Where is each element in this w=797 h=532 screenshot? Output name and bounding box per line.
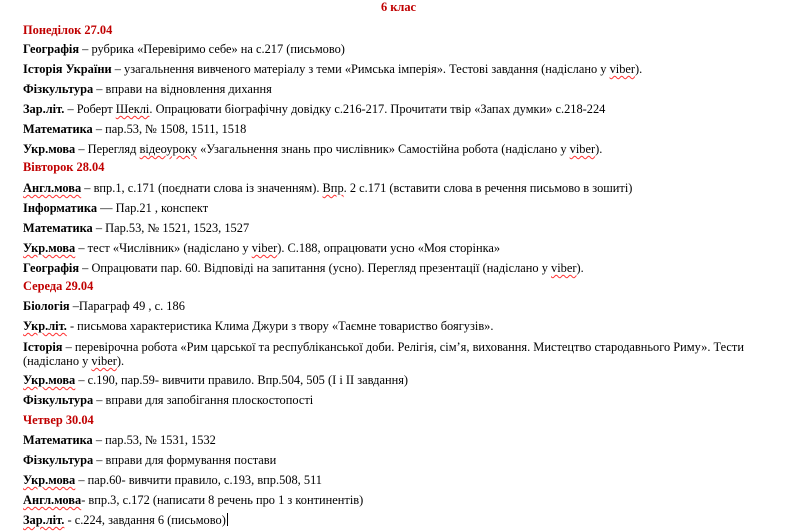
schedule-line	[23, 473, 793, 488]
subject-label: Математика	[23, 122, 93, 136]
task-text: - письмова характеристика Клима Джури з твору «Таємне товариство боягузів».	[66, 319, 494, 333]
schedule-line	[23, 393, 793, 408]
task-text: – вправи для формування постави	[93, 453, 277, 467]
subject-label: Укр.мова	[23, 142, 76, 156]
subject-label: Фізкультура	[23, 453, 94, 467]
subject-label: Математика	[23, 221, 93, 235]
subject-label: Історія	[23, 340, 63, 354]
subject-label: Біологія	[23, 299, 70, 313]
subject-label: Історія України	[23, 62, 112, 76]
task-text: – Перегляд	[75, 142, 140, 156]
schedule-line	[23, 299, 793, 314]
subject-label: Зар.літ.	[23, 102, 65, 116]
task-text-tail: ).	[576, 261, 584, 275]
spellcheck-word: viber	[91, 354, 117, 368]
subject-label: Укр.мова	[23, 241, 76, 255]
spellcheck-word: відеоуроку	[139, 142, 197, 156]
day-heading-thursday: Четвер 30.04	[23, 413, 94, 427]
subject-label: Зар.літ.	[23, 513, 65, 527]
schedule-line	[23, 340, 793, 368]
task-text: – пар.53, № 1531, 1532	[92, 433, 216, 447]
spellcheck-word: Шеклі	[115, 102, 150, 116]
schedule-line	[23, 42, 793, 57]
task-text: - с.224, завдання 6 (письмово)	[64, 513, 226, 527]
spellcheck-word: viber	[609, 62, 636, 76]
spellcheck-word: viber	[569, 142, 596, 156]
schedule-line	[23, 181, 793, 196]
task-text: – Опрацювати пар. 60. Відповіді на запитання (усно). Перегляд презентації (надіслано у	[79, 261, 551, 275]
subject-label: Англ.мова	[23, 493, 82, 507]
task-text: – впр.1, с.171 (поєднати слова із значенням).	[81, 181, 323, 195]
task-text: – узагальнення вивченого матеріалу з теми «Римська імперія». Тестові завдання (надіслано у	[111, 62, 610, 76]
schedule-line	[23, 221, 793, 236]
subject-label: Інформатика	[23, 201, 98, 215]
text-cursor	[227, 513, 228, 526]
task-text-tail: ).	[595, 142, 603, 156]
schedule-line	[23, 493, 793, 508]
task-text-tail: . Опрацювати біографічну довідку с.216-217. Прочитати твір «Запах думки» с.218-224	[149, 102, 606, 116]
day-heading-monday: Понеділок 27.04	[23, 23, 113, 37]
task-text: – тест «Числівник» (надіслано у	[75, 241, 252, 255]
schedule-line	[23, 82, 793, 97]
task-text-tail: . 2 с.171 (вставити слова в речення письмово в зошиті)	[343, 181, 633, 195]
day-heading-tuesday: Вівторок 28.04	[23, 160, 105, 174]
subject-label: Фізкультура	[23, 82, 94, 96]
task-text: – вправи на відновлення дихання	[93, 82, 272, 96]
task-text: – перевірочна робота «Рим царської та республіканської доби. Релігія, сім’я, виховання. Мистецтво стародавнього Риму». Тести (надіслано у	[23, 340, 744, 368]
document-title: 6 клас	[380, 0, 417, 14]
task-text-tail: ).	[116, 354, 125, 368]
schedule-line	[23, 122, 793, 137]
task-text: – Пар.53, № 1521, 1523, 1527	[92, 221, 250, 235]
schedule-line	[23, 142, 793, 157]
task-text: – рубрика «Перевіримо себе» на с.217 (письмово)	[79, 42, 345, 56]
schedule-line	[23, 102, 793, 117]
schedule-line	[23, 261, 793, 276]
schedule-line	[23, 201, 793, 216]
subject-label: Фізкультура	[23, 393, 94, 407]
task-text: – вправи для запобігання плоскостопості	[93, 393, 314, 407]
task-text-tail: «Узагальнення знань про числівник» Самостійна робота (надіслано у	[197, 142, 570, 156]
task-text: – пар.60- вивчити правило, с.193, впр.508, 511	[75, 473, 323, 487]
subject-label: Географія	[23, 261, 80, 275]
schedule-line[interactable]	[23, 513, 793, 528]
task-text: — Пар.21 , конспект	[97, 201, 209, 215]
spellcheck-word: viber	[251, 241, 278, 255]
spellcheck-word: viber	[551, 261, 577, 275]
subject-label: Географія	[23, 42, 80, 56]
schedule-line	[23, 433, 793, 448]
subject-label: Укр.літ.	[23, 319, 67, 333]
task-text: - впр.3, с.172 (написати 8 речень про 1 з континентів)	[81, 493, 364, 507]
task-text-tail: ).	[635, 62, 643, 76]
schedule-line	[23, 453, 793, 468]
subject-label: Укр.мова	[23, 373, 76, 387]
schedule-line	[23, 62, 793, 77]
subject-label: Математика	[23, 433, 93, 447]
subject-label: Англ.мова	[23, 181, 82, 195]
spellcheck-word: Впр	[322, 181, 344, 195]
task-text: – Роберт	[64, 102, 116, 116]
task-text: –Параграф 49 , с. 186	[69, 299, 185, 313]
task-text: – с.190, пар.59- вивчити правило. Впр.504, 505 (І і ІІ завдання)	[75, 373, 409, 387]
task-text-tail: ). С.188, опрацювати усно «Моя сторінка»	[277, 241, 501, 255]
schedule-line	[23, 319, 793, 334]
day-heading-wednesday: Середа 29.04	[23, 279, 94, 293]
subject-label: Укр.мова	[23, 473, 76, 487]
schedule-line	[23, 241, 793, 256]
schedule-line	[23, 373, 793, 388]
task-text: – пар.53, № 1508, 1511, 1518	[92, 122, 247, 136]
